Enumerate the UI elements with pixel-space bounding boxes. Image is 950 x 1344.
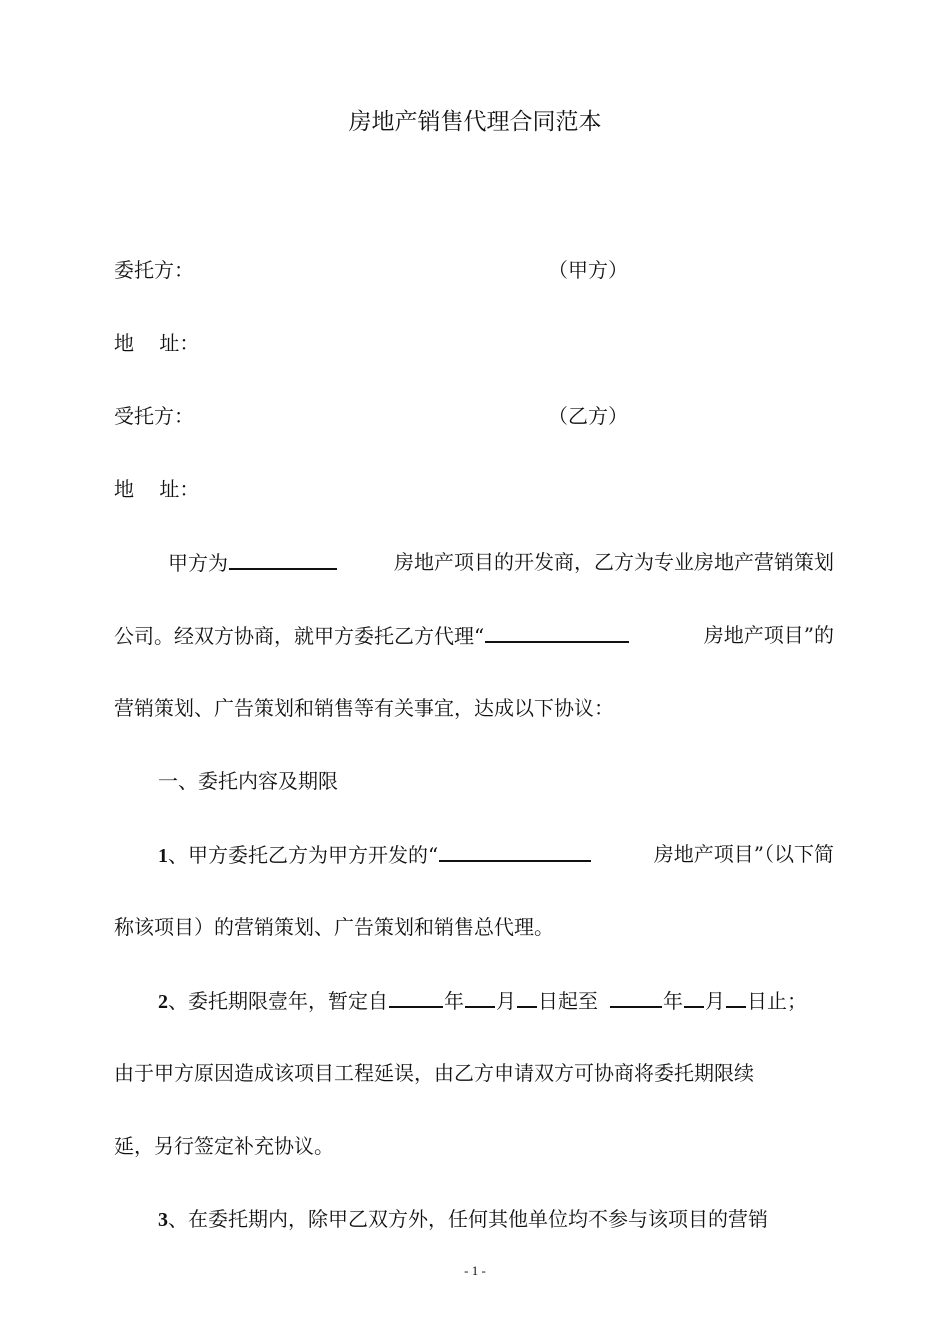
intro-text: 房地产项目”的 (703, 623, 834, 647)
section-heading: 一、委托内容及期限 (158, 769, 338, 793)
clause-2-line-3: 延，另行签定补充协议。 (114, 1134, 334, 1158)
principal-label: 委托方： (114, 258, 194, 282)
clause-2-line-1 (158, 984, 834, 1018)
page-number: - 1 - (464, 1263, 486, 1278)
start-day-blank[interactable] (517, 984, 537, 1008)
clause-text: 、在委托期内，除甲乙双方外，任何其他单位均不参与该项目的营销 (168, 1207, 768, 1231)
clause-3-line-1 (158, 1203, 834, 1236)
clause-1-line-1 (158, 838, 834, 872)
agent-label: 受托方： (114, 404, 194, 428)
day-label: 日止； (747, 989, 807, 1013)
year-label: 年 (444, 989, 464, 1013)
intro-text: 房地产项目的开发商，乙方为专业房地产营销策划 (394, 550, 834, 574)
end-year-blank[interactable] (610, 984, 662, 1008)
project-name-blank[interactable] (485, 619, 629, 643)
start-month-blank[interactable] (465, 984, 495, 1008)
agent-party-tag: （乙方） (548, 404, 628, 428)
developer-name-blank[interactable] (229, 546, 337, 570)
intro-line-3: 营销策划、广告策划和销售等有关事宜，达成以下协议： (114, 696, 614, 720)
clause-1-left (158, 838, 592, 872)
intro-line-2 (114, 619, 834, 652)
clause-number: 2 (158, 991, 168, 1013)
clause-number: 1 (158, 845, 168, 867)
clause-text: 房地产项目”（以下简 (653, 842, 834, 866)
intro-line-1 (168, 546, 834, 579)
intro-line-1-left (168, 546, 338, 579)
clause-text: 、甲方委托乙方为甲方开发的“ (168, 843, 439, 867)
agent-address-label: 地 址： (114, 477, 200, 501)
document-title: 房地产销售代理合同范本 (348, 109, 602, 135)
clause-2-line-2: 由于甲方原因造成该项目工程延误，由乙方申请双方可协商将委托期限续 (114, 1061, 754, 1085)
principal-address-label: 地 址： (114, 331, 200, 355)
intro-line-2-left (114, 619, 630, 652)
clause-1-line-2: 称该项目）的营销策划、广告策划和销售总代理。 (114, 915, 554, 939)
month-label: 月 (705, 989, 725, 1013)
year-label: 年 (663, 989, 683, 1013)
clause-text: 、委托期限壹年，暂定自 (168, 989, 388, 1013)
principal-party-tag: （甲方） (548, 258, 628, 282)
start-year-blank[interactable] (389, 984, 443, 1008)
end-month-blank[interactable] (684, 984, 704, 1008)
intro-text: 甲方为 (168, 551, 228, 575)
intro-text: 公司。经双方协商，就甲方委托乙方代理“ (114, 624, 485, 648)
end-day-blank[interactable] (726, 984, 746, 1008)
month-label: 月 (496, 989, 516, 1013)
project-name-blank[interactable] (439, 838, 591, 862)
clause-number: 3 (158, 1209, 168, 1231)
day-label: 日起至 (538, 989, 598, 1013)
